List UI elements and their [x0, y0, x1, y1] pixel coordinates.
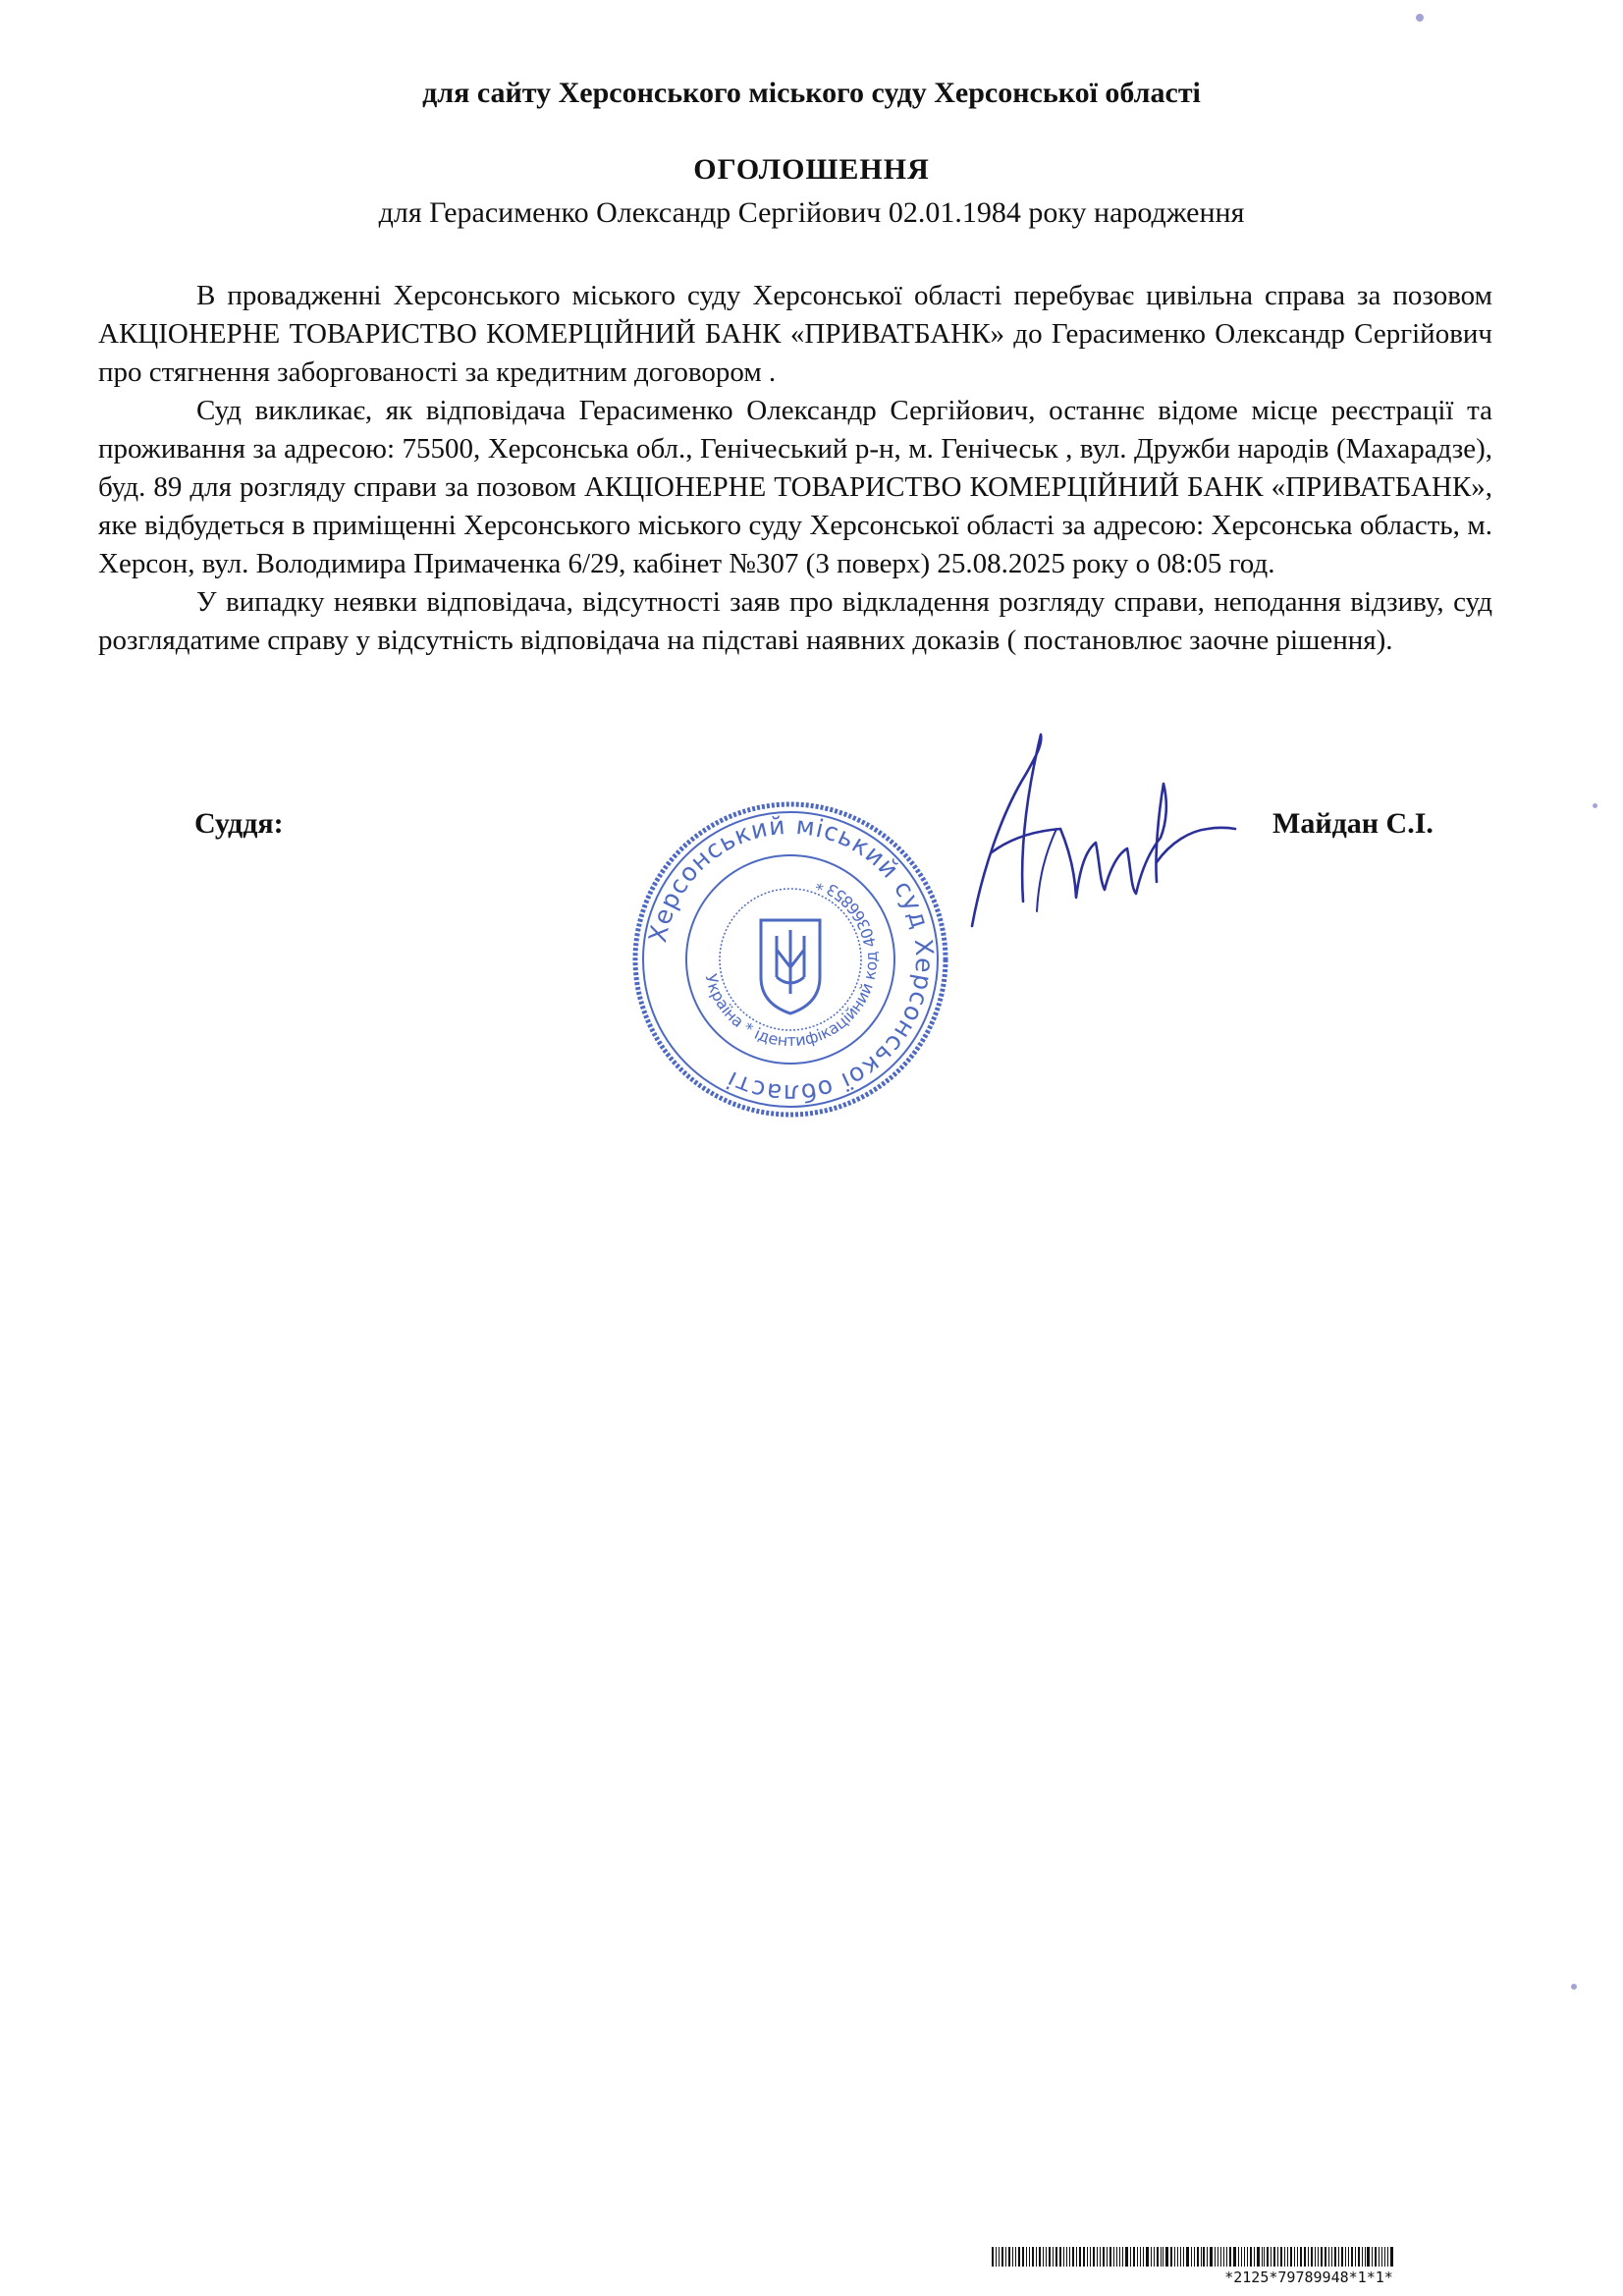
svg-text:Херсонський міський суд Херсон: Херсонський міський суд Херсонської області — [643, 810, 940, 1109]
barcode-bar — [1367, 2247, 1370, 2267]
svg-text:Україна * ідентифікаційний код: Україна * ідентифікаційний код 40366853 * — [701, 874, 882, 1051]
barcode-bar — [1229, 2247, 1231, 2267]
document-subtitle: для Герасименко Олександр Сергійович 02.01.1984 року народження — [378, 196, 1245, 229]
barcode-bar — [1186, 2247, 1189, 2267]
barcode-bar — [1154, 2247, 1155, 2267]
barcode-bar — [1137, 2247, 1138, 2267]
barcode-bar — [1097, 2247, 1098, 2267]
barcode-bar — [1241, 2247, 1243, 2267]
barcode-bar — [1191, 2247, 1192, 2267]
barcode-bar — [1049, 2247, 1051, 2267]
barcode-bar — [1351, 2247, 1353, 2267]
scan-speck — [1571, 1984, 1577, 1990]
barcode-bar — [1133, 2247, 1135, 2267]
barcode-text: *2125*79789948*1*1* — [1224, 2269, 1393, 2286]
barcode-bar — [1090, 2247, 1091, 2267]
barcode-bar — [1130, 2247, 1131, 2267]
barcode-bar — [1100, 2247, 1101, 2267]
barcode-bar — [1174, 2247, 1175, 2267]
barcode-bar — [1012, 2247, 1013, 2267]
barcode-bar — [1005, 2247, 1006, 2267]
barcode-bar — [1046, 2247, 1047, 2267]
barcode-bar — [1297, 2247, 1298, 2267]
barcode-bar — [1059, 2247, 1062, 2267]
barcode-bar — [1029, 2247, 1030, 2267]
barcode-bar — [1008, 2247, 1010, 2267]
barcode-bar — [1277, 2247, 1278, 2267]
barcode-bar — [1072, 2247, 1074, 2267]
barcode-bar — [1226, 2247, 1227, 2267]
barcode-bar — [1328, 2247, 1329, 2267]
barcode-bar — [1321, 2247, 1323, 2267]
barcode-bar — [1390, 2247, 1393, 2267]
barcode-bar — [1207, 2247, 1208, 2267]
barcode-bar — [1267, 2247, 1269, 2267]
barcode-bar — [1381, 2247, 1382, 2267]
barcode-bar — [1151, 2247, 1152, 2267]
barcode-bar — [1379, 2247, 1380, 2267]
barcode-bar — [1375, 2247, 1377, 2267]
barcode-bar — [1157, 2247, 1159, 2267]
barcode-bar — [1119, 2247, 1121, 2267]
barcode-bar — [1362, 2247, 1363, 2267]
barcode-bar — [1109, 2247, 1111, 2267]
barcode-bar — [1325, 2247, 1327, 2267]
barcode-bar — [1087, 2247, 1088, 2267]
barcode-bar — [1223, 2247, 1224, 2267]
barcode-bar — [1217, 2247, 1218, 2267]
document-header: для сайту Херсонського міського суду Херсонської області — [422, 77, 1201, 109]
document-title: ОГОЛОШЕННЯ — [693, 153, 930, 186]
barcode-bar — [996, 2247, 997, 2267]
barcode-bar — [1315, 2247, 1316, 2267]
barcode-bar — [1290, 2247, 1292, 2267]
barcode-bar — [1053, 2247, 1054, 2267]
barcode-bar — [1318, 2247, 1319, 2267]
barcode-bar — [1177, 2247, 1178, 2267]
barcode-bar — [1311, 2247, 1313, 2267]
barcode-bar — [1032, 2247, 1034, 2267]
barcode-bar — [1140, 2247, 1141, 2267]
barcode-icon — [992, 2247, 1498, 2267]
barcode-bar — [1066, 2247, 1067, 2267]
judge-name: Майдан С.І. — [1272, 807, 1434, 840]
barcode-bar — [1254, 2247, 1255, 2267]
barcode-bar — [1036, 2247, 1037, 2267]
barcode — [992, 2247, 1498, 2286]
barcode-bar — [1197, 2247, 1199, 2267]
barcode-bar — [1262, 2247, 1263, 2267]
barcode-bar — [1273, 2247, 1275, 2267]
barcode-bar — [1093, 2247, 1095, 2267]
barcode-bar — [1201, 2247, 1202, 2267]
barcode-bar — [1384, 2247, 1386, 2267]
barcode-bar — [1039, 2247, 1042, 2267]
barcode-bar — [1183, 2247, 1184, 2267]
barcode-bar — [1079, 2247, 1082, 2267]
barcode-bar — [1143, 2247, 1145, 2267]
barcode-bar — [1203, 2247, 1205, 2267]
barcode-bar — [1341, 2247, 1344, 2267]
barcode-bar — [1250, 2247, 1252, 2267]
court-seal-icon — [628, 797, 952, 1121]
barcode-bar — [999, 2247, 1000, 2267]
barcode-bar — [1083, 2247, 1085, 2267]
paragraph: Суд викликає, як відповідача Герасименко Олександр Сергійович, останнє відоме місце реєстрації та проживання за адресою: 75500, Херсонська обл., Генічеський р-н, м. Генічеськ , вул. Дружби народів (Махарадзе), буд. 89 для розгляду справи за позовом АКЦІОНЕРНЕ ТОВАРИСТВО КОМЕРЦІЙНИЙ БАНК «ПРИВАТБАНК», яке відбудеться в приміщенні Херсонського міського суду Херсонської області за адресою: Херсонська область, м. Херсон, вул. Володимира Примаченка 6/29, кабінет №307 (3 поверх) 25.08.2025 року о 08:05 год. — [98, 395, 1492, 579]
barcode-bar — [1358, 2247, 1360, 2267]
barcode-bar — [1280, 2247, 1283, 2267]
barcode-bar — [1387, 2247, 1388, 2267]
paragraph: В провадженні Херсонського міського суду Херсонської області перебуває цивільна справа за позовом АКЦІОНЕРНЕ ТОВАРИСТВО КОМЕРЦІЙНИЙ БАНК «ПРИВАТБАНК» до Герасименко Олександр Сергійович про стягнення заборгованості за кредитним договором . — [98, 280, 1492, 388]
barcode-bar — [1287, 2247, 1288, 2267]
barcode-bar — [1113, 2247, 1114, 2267]
barcode-bar — [1018, 2247, 1020, 2267]
barcode-bar — [1043, 2247, 1044, 2267]
barcode-bar — [1244, 2247, 1245, 2267]
barcode-bar — [1103, 2247, 1106, 2267]
barcode-bar — [1015, 2247, 1016, 2267]
barcode-bar — [1116, 2247, 1117, 2267]
barcode-bar — [1001, 2247, 1004, 2267]
barcode-bar — [1122, 2247, 1123, 2267]
barcode-bar — [1300, 2247, 1303, 2267]
barcode-bar — [1345, 2247, 1346, 2267]
barcode-bar — [1210, 2247, 1213, 2267]
barcode-bar — [1146, 2247, 1149, 2267]
scan-speck — [1416, 14, 1424, 22]
barcode-bar — [1233, 2247, 1236, 2267]
barcode-bar — [1304, 2247, 1306, 2267]
barcode-bar — [1238, 2247, 1239, 2267]
judge-signature-icon — [913, 705, 1237, 960]
barcode-bar — [1194, 2247, 1195, 2267]
barcode-bar — [1125, 2247, 1128, 2267]
barcode-bar — [1355, 2247, 1356, 2267]
barcode-bar — [1076, 2247, 1077, 2267]
barcode-bar — [1294, 2247, 1295, 2267]
barcode-bar — [1170, 2247, 1172, 2267]
barcode-bar — [1063, 2247, 1064, 2267]
barcode-bar — [1220, 2247, 1222, 2267]
barcode-bar — [1022, 2247, 1025, 2267]
barcode-bar — [1215, 2247, 1216, 2267]
barcode-bar — [1264, 2247, 1265, 2267]
barcode-bar — [1331, 2247, 1332, 2267]
barcode-bar — [1180, 2247, 1182, 2267]
judge-label: Суддя: — [194, 807, 284, 840]
barcode-bar — [1165, 2247, 1168, 2267]
barcode-bar — [1055, 2247, 1057, 2267]
document-body — [98, 277, 1492, 660]
barcode-bar — [1069, 2247, 1070, 2267]
barcode-bar — [1338, 2247, 1339, 2267]
barcode-bar — [1372, 2247, 1373, 2267]
barcode-bar — [1308, 2247, 1309, 2267]
barcode-bar — [1026, 2247, 1027, 2267]
paragraph: У випадку неявки відповідача, відсутності заяв про відкладення розгляду справи, неподання відзиву, суд розглядатиме справу у відсутність відповідача на підставі наявних доказів ( постановлює заочне рішення). — [98, 586, 1492, 656]
barcode-bar — [1365, 2247, 1366, 2267]
scan-speck — [1593, 803, 1597, 808]
barcode-bar — [1247, 2247, 1248, 2267]
barcode-bar — [1348, 2247, 1349, 2267]
barcode-bar — [1107, 2247, 1108, 2267]
barcode-bar — [1334, 2247, 1336, 2267]
barcode-bar — [1284, 2247, 1285, 2267]
barcode-bar — [1257, 2247, 1260, 2267]
barcode-bar — [1161, 2247, 1162, 2267]
barcode-bar — [992, 2247, 994, 2267]
